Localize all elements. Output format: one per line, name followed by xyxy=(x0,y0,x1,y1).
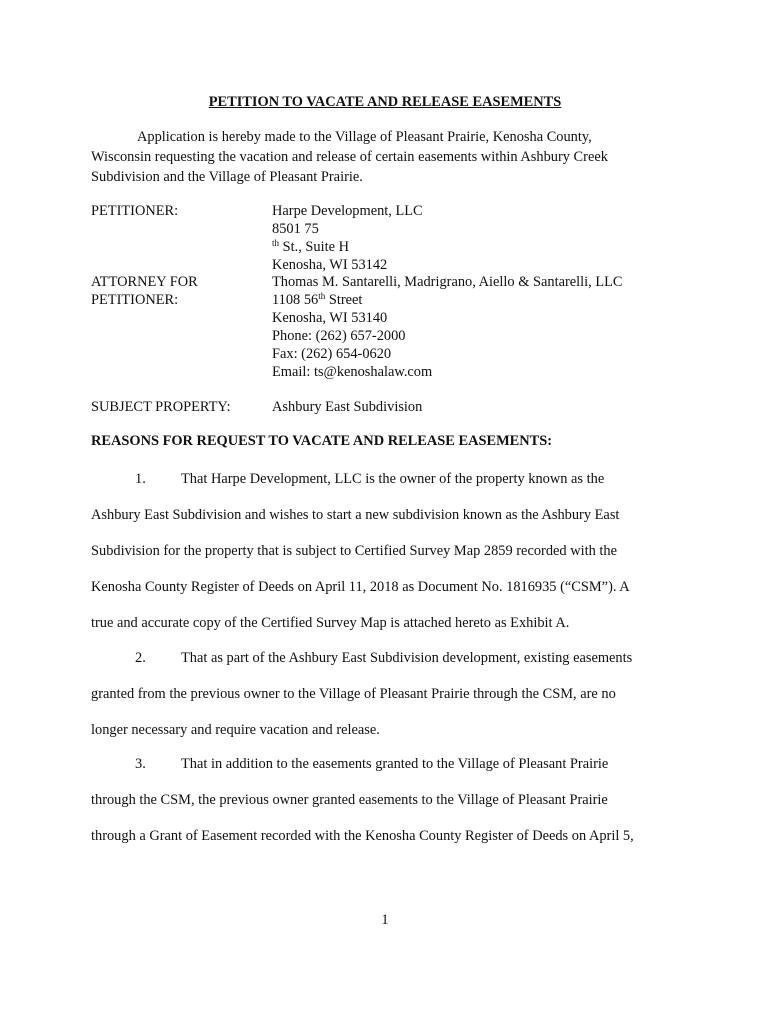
petitioner-name: Harpe Development, LLC xyxy=(272,203,423,219)
paragraph-line-text: That in addition to the easements granted to the Village of Pleasant Prairie xyxy=(181,756,609,772)
attorney-phone: Phone: (262) 657-2000 xyxy=(272,328,406,344)
paragraph-line: longer necessary and require vacation and release. xyxy=(91,722,380,738)
paragraph-line: Ashbury East Subdivision and wishes to start a new subdivision known as the Ashbury East xyxy=(91,507,620,523)
intro-line xyxy=(91,127,681,147)
intro-line-text: Application is hereby made to the Village of Pleasant Prairie, Kenosha County, xyxy=(137,129,592,145)
document-title: PETITION TO VACATE AND RELEASE EASEMENTS xyxy=(208,94,562,110)
petitioner-city: Kenosha, WI 53142 xyxy=(272,257,388,273)
numbered-paragraph-1 xyxy=(91,461,681,641)
intro-paragraph xyxy=(91,127,681,187)
attorney-name: Thomas M. Santarelli, Madrigrano, Aiello & Santarelli, LLC xyxy=(272,274,623,290)
address-number: 8501 75 xyxy=(272,221,319,237)
address-street: Street xyxy=(325,292,363,308)
paragraph-number: 3. xyxy=(135,756,146,772)
attorney-label-line2: PETITIONER: xyxy=(91,292,179,308)
paragraph-line: through the CSM, the previous owner granted easements to the Village of Pleasant Prairie xyxy=(91,792,608,808)
paragraph-line-text: That as part of the Ashbury East Subdivision development, existing easements xyxy=(181,650,633,666)
paragraph-line xyxy=(91,746,681,782)
petitioner-label: PETITIONER: xyxy=(91,203,179,219)
paragraph-line-text: That Harpe Development, LLC is the owner of the property known as the xyxy=(181,471,605,487)
petitioner-address xyxy=(272,220,692,256)
petitioner-details xyxy=(272,202,692,274)
paragraph-line: true and accurate copy of the Certified Survey Map is attached hereto as Exhibit A. xyxy=(91,615,570,631)
ordinal-suffix: th xyxy=(272,238,280,248)
reasons-heading: REASONS FOR REQUEST TO VACATE AND RELEASE EASEMENTS: xyxy=(91,433,553,449)
attorney-label-line1: ATTORNEY FOR xyxy=(91,274,198,290)
subject-property-value xyxy=(272,398,692,416)
paragraph-number: 2. xyxy=(135,650,146,666)
attorney-email: Email: ts@kenoshalaw.com xyxy=(272,364,433,380)
intro-line: Wisconsin requesting the vacation and release of certain easements within Ashbury Creek xyxy=(91,149,608,165)
intro-line: Subdivision and the Village of Pleasant Prairie. xyxy=(91,169,363,185)
paragraph-line: granted from the previous owner to the Village of Pleasant Prairie through the CSM, are no xyxy=(91,686,616,702)
address-street: St., Suite H xyxy=(279,239,349,255)
paragraph-number: 1. xyxy=(135,471,146,487)
attorney-label xyxy=(91,273,266,309)
paragraph-line xyxy=(91,640,681,676)
paragraph-line: through a Grant of Easement recorded with the Kenosha County Register of Deeds on April 5, xyxy=(91,828,634,844)
paragraph-line xyxy=(91,461,681,497)
address-number: 1108 56 xyxy=(272,292,319,308)
numbered-paragraph-3 xyxy=(91,746,681,854)
subject-property-label: SUBJECT PROPERTY: xyxy=(91,399,231,415)
numbered-paragraph-2 xyxy=(91,640,681,748)
paragraph-line: Subdivision for the property that is subject to Certified Survey Map 2859 recorded with the xyxy=(91,543,617,559)
attorney-address xyxy=(272,291,692,309)
attorney-fax: Fax: (262) 654-0620 xyxy=(272,346,392,362)
ordinal-suffix: th xyxy=(318,291,326,301)
attorney-city: Kenosha, WI 53140 xyxy=(272,310,388,326)
paragraph-line: Kenosha County Register of Deeds on April 11, 2018 as Document No. 1816935 (“CSM”). A xyxy=(91,579,630,595)
attorney-details xyxy=(272,273,692,381)
page-number: 1 xyxy=(381,912,389,928)
subject-property-text: Ashbury East Subdivision xyxy=(272,399,423,415)
